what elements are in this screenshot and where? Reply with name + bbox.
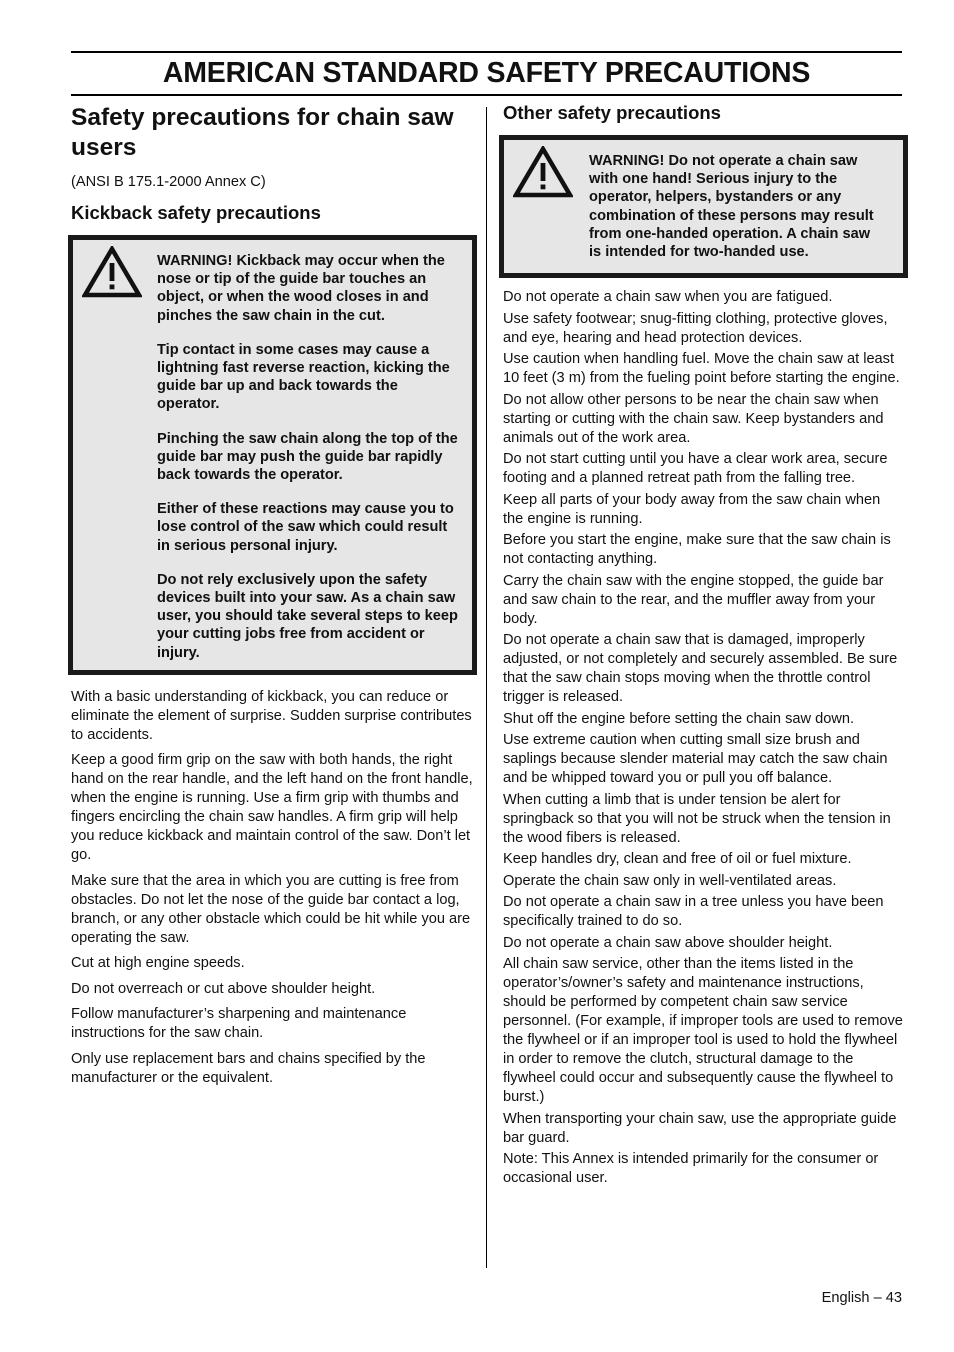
precaution-paragraph-12: When cutting a limb that is under tension be alert for springback so that you will not be struck when the tension in the wood fibers is released. (503, 791, 891, 846)
kickback-paragraph-4: Cut at high engine speeds. (71, 955, 245, 972)
kickback-body-text (71, 688, 476, 1088)
right-column (499, 100, 909, 1191)
kickback-warning-text (157, 252, 459, 662)
one-hand-warning-paragraph-1: WARNING! Do not operate a chain saw with one hand! Serious injury to the operator, helpers, bystanders or any combination of these persons may result from one-handed operation. A chain saw is intended for two-handed use. (589, 153, 874, 261)
precaution-paragraph-11: Use extreme caution when cutting small size brush and saplings because slender material may catch the saw chain and be whipped toward you or pull you off balance. (503, 732, 888, 787)
precaution-paragraph-3: Use caution when handling fuel. Move the chain saw at least 10 feet (3 m) from the fueling point before starting the engine. (503, 351, 900, 387)
kickback-title: Kickback safety precautions (71, 202, 321, 223)
column-divider (486, 107, 487, 1268)
page-title: AMERICAN STANDARD SAFETY PRECAUTIONS (162, 57, 811, 89)
section-title-chain-saw-users: Safety precautions for chain saw users (71, 104, 454, 161)
kickback-paragraph-2: Keep a good firm grip on the saw with both hands, the right hand on the rear handle, and the left hand on the front handle, when the engine is running. Use a firm grip with thumbs and fingers encircling the chain saw handles. A firm grip will help you reduce kickback and maintain control of the saw. Don’t let go. (71, 752, 473, 864)
precaution-paragraph-17: All chain saw service, other than the items listed in the operator’s/owner’s safety and maintenance instructions, should be performed by competent chain saw service personnel. (For example, if improper tools are used to remove the flywheel or if an improper tool is used to hold the flywheel in order to remove the clutch, structural damage to the flywheel could occur and subsequently cause the flywheel to burst.) (503, 956, 903, 1106)
precaution-paragraph-19: Note: This Annex is intended primarily for the consumer or occasional user. (503, 1151, 879, 1187)
kickback-warning-paragraph-1: WARNING! Kickback may occur when the nose or tip of the guide bar touches an object, or when the wood closes in and pinches the saw chain in the cut. (157, 253, 445, 324)
kickback-warning-paragraph-4: Either of these reactions may cause you to lose control of the saw which could result in serious personal injury. (157, 501, 454, 554)
precaution-paragraph-13: Keep handles dry, clean and free of oil or fuel mixture. (503, 851, 852, 868)
kickback-paragraph-1: With a basic understanding of kickback, you can reduce or eliminate the element of surprise. Sudden surprise contributes to accidents. (71, 688, 472, 743)
precaution-paragraph-18: When transporting your chain saw, use the appropriate guide bar guard. (503, 1110, 897, 1146)
other-precautions-text (499, 288, 909, 1188)
kickback-paragraph-6: Follow manufacturer’s sharpening and maintenance instructions for the saw chain. (71, 1006, 407, 1042)
kickback-warning-paragraph-3: Pinching the saw chain along the top of the guide bar may push the guide bar rapidly back towards the operator. (157, 430, 458, 484)
precaution-paragraph-8: Carry the chain saw with the engine stopped, the guide bar and saw chain to the rear, and the muffler away from your body. (503, 572, 884, 627)
header-rule-top (71, 51, 902, 53)
precaution-paragraph-16: Do not operate a chain saw above shoulder height. (503, 934, 833, 951)
precaution-paragraph-9: Do not operate a chain saw that is damaged, improperly adjusted, or not completely and securely assembled. Be sure that the saw chain stops moving when the throttle control trigger is released. (503, 632, 898, 706)
precaution-paragraph-1: Do not operate a chain saw when you are fatigued. (503, 289, 833, 306)
one-hand-warning-box (499, 135, 908, 278)
precaution-paragraph-5: Do not start cutting until you have a clear work area, secure footing and a planned retreat path from the falling tree. (503, 451, 888, 487)
one-hand-warning-text (589, 152, 883, 261)
left-column (71, 100, 476, 1094)
precaution-paragraph-7: Before you start the engine, make sure that the saw chain is not contacting anything. (503, 532, 891, 568)
warning-triangle-icon (82, 246, 142, 298)
kickback-warning-paragraph-2: Tip contact in some cases may cause a lightning fast reverse reaction, kicking the guide bar up and back towards the operator. (157, 341, 450, 413)
precaution-paragraph-15: Do not operate a chain saw in a tree unless you have been specifically trained to do so. (503, 894, 884, 930)
page-footer: English – 43 (821, 1290, 902, 1306)
precaution-paragraph-14: Operate the chain saw only in well-ventilated areas. (503, 872, 837, 889)
kickback-warning-paragraph-5: Do not rely exclusively upon the safety devices built into your saw. As a chain saw user, you should take several steps to keep your cutting jobs free from accident or injury. (157, 571, 458, 661)
kickback-paragraph-5: Do not overreach or cut above shoulder height. (71, 980, 376, 997)
kickback-paragraph-3: Make sure that the area in which you are cutting is free from obstacles. Do not let the nose of the guide bar contact a log, branch, or any other obstacle which could be hit while you are operating the saw. (71, 872, 471, 946)
ansi-reference: (ANSI B 175.1-2000 Annex C) (71, 174, 266, 190)
kickback-warning-box (68, 235, 477, 675)
precaution-paragraph-4: Do not allow other persons to be near the chain saw when starting or cutting with the chain saw. Keep bystanders and animals out of the work area. (503, 391, 884, 446)
precaution-paragraph-2: Use safety footwear; snug-fitting clothing, protective gloves, and eye, hearing and head protection devices. (503, 310, 888, 346)
other-safety-title: Other safety precautions (503, 102, 721, 123)
warning-triangle-icon (513, 146, 573, 198)
header-rule-bottom (71, 94, 902, 96)
kickback-paragraph-7: Only use replacement bars and chains specified by the manufacturer or the equivalent. (71, 1050, 426, 1086)
precaution-paragraph-6: Keep all parts of your body away from the saw chain when the engine is running. (503, 491, 881, 527)
precaution-paragraph-10: Shut off the engine before setting the chain saw down. (503, 710, 855, 727)
